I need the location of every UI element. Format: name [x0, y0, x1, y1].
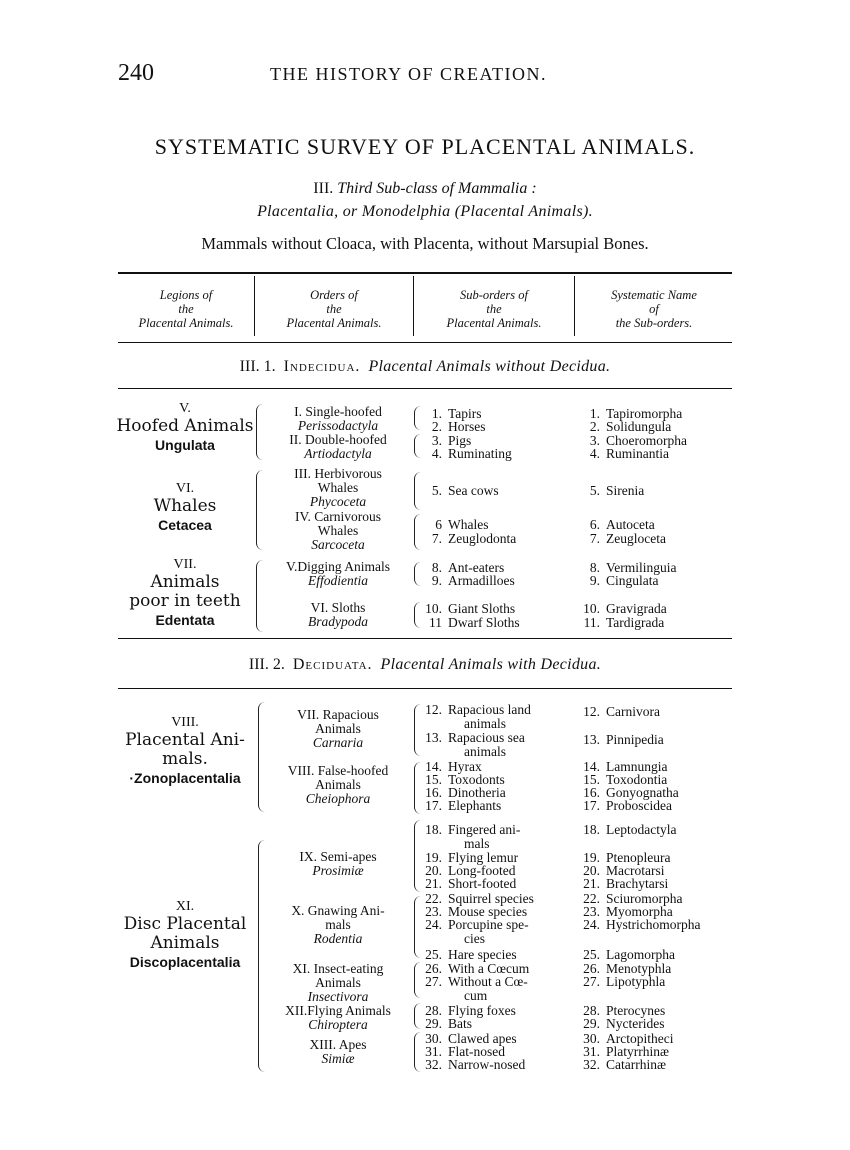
suborder-2: 2. Horses — [431, 419, 486, 434]
legion-edentata: VII. Animals poor in teeth Edentata — [129, 557, 241, 628]
order-effodientia: V.Digging Animals Effodientia — [285, 559, 390, 588]
sysname-22: 22. Sciuromorpha — [583, 891, 683, 906]
suborder-14: 14. Hyrax — [425, 759, 482, 774]
suborder-3: 3. Pigs — [431, 433, 472, 448]
main-title: SYSTEMATIC SURVEY OF PLACENTAL ANIMALS. — [154, 134, 696, 159]
suborder-17: 17. Elephants — [425, 798, 502, 813]
suborder-9: 9. Armadilloes — [431, 573, 515, 588]
sysname-26: 26. Menotyphla — [583, 961, 672, 976]
sysname-32: 32. Catarrhinæ — [583, 1057, 666, 1072]
brace-edentata — [256, 560, 263, 632]
sysname-7: 7. Zeugloceta — [589, 531, 666, 546]
suborder-20: 20. Long-footed — [425, 863, 516, 878]
suborder-32: 32. Narrow-nosed — [425, 1057, 526, 1072]
suborder-7: 7. Zeuglodonta — [431, 531, 517, 546]
order-phycoceta: III. Herbivorous Whales Phycoceta — [294, 466, 382, 509]
sysname-14: 14. Lamnungia — [583, 759, 668, 774]
suborder-19: 19. Flying lemur — [425, 850, 519, 865]
suborder-18: 18. Fingered ani- mals — [425, 822, 521, 851]
sysname-2: 2. Solidungula — [589, 419, 672, 434]
section-1-rule — [118, 388, 732, 389]
suborder-25: 25. Hare species — [425, 947, 517, 962]
suborder-30: 30. Clawed apes — [425, 1031, 517, 1046]
suborder-11: 11 Dwarf Sloths — [429, 615, 520, 630]
sysname-16: 16. Gonyognatha — [583, 785, 679, 800]
sysname-4: 4. Ruminantia — [589, 446, 669, 461]
brace-ungulata — [256, 404, 263, 460]
order-insectivora: XI. Insect-eating Animals Insectivora — [292, 961, 384, 1004]
section-heading-indecidua: III. 1. Indecidua. Placental Animals without Decidua. — [239, 358, 611, 375]
sysname-10: 10. Gravigrada — [583, 601, 667, 616]
sysname-19: 19. Ptenopleura — [583, 850, 671, 865]
order-prosimiae: IX. Semi-apes Prosimiæ — [299, 849, 377, 878]
legion-cetacea: VI. Whales Cetacea — [153, 481, 217, 533]
order-perissodactyla: I. Single-hoofed Perissodactyla — [294, 404, 382, 433]
header-suborders: Sub-orders of the Placental Animals. — [446, 288, 542, 330]
sysname-8: 8. Vermilinguia — [589, 560, 677, 575]
description: Mammals without Cloaca, with Placenta, without Marsupial Bones. — [201, 234, 649, 253]
order-simiae: XIII. Apes Simiæ — [309, 1037, 367, 1066]
header-orders: Orders of the Placental Animals. — [286, 288, 382, 330]
header-divider-3 — [574, 276, 575, 336]
sysname-18: 18. Leptodactyla — [583, 822, 677, 837]
sysname-3: 3. Choeromorpha — [589, 433, 687, 448]
table-top-rule — [118, 272, 732, 274]
sysname-24: 24. Hystrichomorpha — [583, 917, 701, 932]
subtitle-line-1 — [0, 180, 850, 198]
running-head: THE HISTORY OF CREATION. — [270, 64, 548, 84]
order-cheiophora: VIII. False-hoofed Animals Cheiophora — [287, 763, 389, 806]
suborder-15: 15. Toxodonts — [425, 772, 505, 787]
legion-ungulata: V. Hoofed Animals Ungulata — [116, 401, 254, 453]
sysname-27: 27. Lipotyphla — [583, 974, 666, 989]
legion-zonoplacentalia: VIII. Placental Ani- mals. ·Zonoplacentalia — [125, 715, 245, 786]
suborder-26: 26. With a Cœcum — [425, 961, 530, 976]
suborder-13: 13. Rapacious sea animals — [425, 730, 525, 759]
sysname-21: 21. Brachytarsi — [583, 876, 669, 891]
sysname-11: 11. Tardigrada — [583, 615, 665, 630]
header-bottom-rule — [118, 342, 732, 343]
brace-cetacea — [256, 470, 263, 550]
sysname-29: 29. Nycterides — [583, 1016, 665, 1031]
subclass-number: III. — [313, 180, 334, 197]
suborder-8: 8. Ant-eaters — [431, 560, 505, 575]
suborder-29: 29. Bats — [425, 1016, 473, 1031]
section-heading-deciduata: III. 2. Deciduata. Placental Animals with Decidua. — [248, 656, 602, 673]
suborder-23: 23. Mouse species — [425, 904, 528, 919]
suborder-24: 24. Porcupine spe- cies — [425, 917, 529, 946]
order-artiodactyla: II. Double-hoofed Artiodactyla — [289, 432, 387, 461]
order-bradypoda: VI. Sloths Bradypoda — [308, 600, 368, 629]
sysname-13: 13. Pinnipedia — [583, 732, 664, 747]
suborder-22: 22. Squirrel species — [425, 891, 534, 906]
sysname-28: 28. Pterocynes — [583, 1003, 666, 1018]
suborder-27: 27. Without a Cœ- cum — [425, 974, 528, 1003]
suborder-10: 10. Giant Sloths — [425, 601, 516, 616]
suborder-31: 31. Flat-nosed — [425, 1044, 505, 1059]
suborder-12: 12. Rapacious land animals — [425, 702, 531, 731]
order-carnaria: VII. Rapacious Animals Carnaria — [297, 707, 379, 750]
sysname-17: 17. Proboscidea — [583, 798, 672, 813]
page-number: 240 — [118, 60, 154, 86]
sysname-30: 30. Arctopitheci — [583, 1031, 674, 1046]
suborder-1: 1. Tapirs — [431, 406, 482, 421]
header-divider-2 — [413, 276, 414, 336]
sysname-5: 5. Sirenia — [589, 483, 645, 498]
header-legions: Legions of the Placental Animals. — [138, 288, 234, 330]
sysname-1: 1. Tapiromorpha — [589, 406, 683, 421]
legion-discoplacentalia: XI. Disc Placental Animals Discoplacentalia — [123, 899, 247, 970]
order-chiroptera: XII.Flying Animals Chiroptera — [285, 1003, 391, 1032]
suborder-6: 6 Whales — [435, 517, 489, 532]
sysname-31: 31. Platyrrhinæ — [583, 1044, 669, 1059]
sysname-15: 15. Toxodontia — [583, 772, 668, 787]
suborder-16: 16. Dinotheria — [425, 785, 506, 800]
section-1-bottom-rule — [118, 638, 732, 639]
header-sysname: Systematic Name of the Sub-orders. — [611, 288, 697, 330]
sysname-9: 9. Cingulata — [589, 573, 659, 588]
subtitle-line-2: Placentalia, or Monodelphia (Placental Animals). — [257, 203, 593, 220]
sysname-12: 12. Carnivora — [583, 704, 660, 719]
sysname-20: 20. Macrotarsi — [583, 863, 665, 878]
sysname-23: 23. Myomorpha — [583, 904, 673, 919]
order-sarcoceta: IV. Carnivorous Whales Sarcoceta — [295, 509, 381, 552]
header-divider-1 — [254, 276, 255, 336]
suborder-4: 4. Ruminating — [431, 446, 512, 461]
sysname-6: 6. Autoceta — [589, 517, 655, 532]
order-rodentia: X. Gnawing Ani- mals Rodentia — [291, 903, 385, 946]
sysname-25: 25. Lagomorpha — [583, 947, 675, 962]
subclass-name: Third Sub-class of Mammalia : — [337, 180, 537, 197]
suborder-21: 21. Short-footed — [425, 876, 517, 891]
section-2-rule — [118, 688, 732, 689]
suborder-5: 5. Sea cows — [431, 483, 499, 498]
suborder-28: 28. Flying foxes — [425, 1003, 516, 1018]
